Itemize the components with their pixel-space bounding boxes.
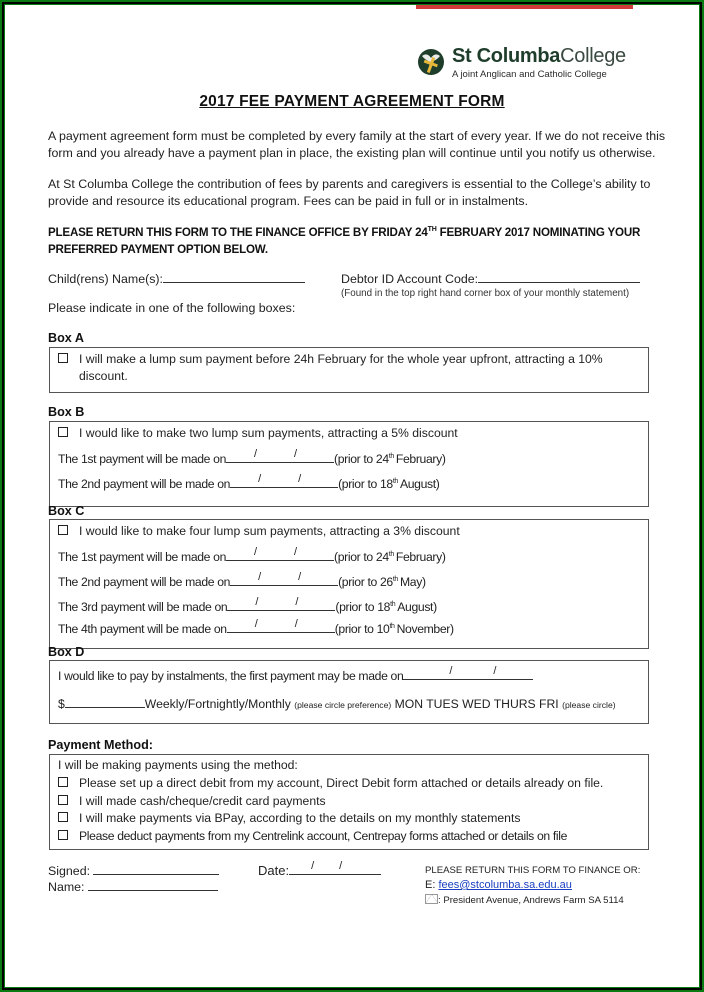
box-b-payment-1 [58,450,446,466]
payment-method-heading: Payment Method: [48,738,153,752]
day-options[interactable]: MON TUES WED THURS FRI [394,697,559,711]
centrelink-checkbox[interactable] [58,830,68,840]
date-label: Date: [258,863,290,878]
form-page [5,5,699,987]
college-name-bold: St Columba [452,45,561,67]
debtor-id-field [341,270,640,286]
prior-to-day: 24 [375,452,389,466]
date-input[interactable]: / / [289,862,381,875]
prior-to-text: (prior to [338,477,380,491]
prior-to-text: (prior to [334,452,376,466]
box-b-payment-2 [58,475,440,491]
box-c-option-text: I would like to make four lump sum payments, attracting a 3% discount [79,524,460,538]
name-label: Name: [48,880,85,894]
intro-paragraph-1: A payment agreement form must be completed by every family at the start of every year. If we do not receive this form and you already have a payment plan in place, the existing plan will continue until you notify us otherwise. [48,129,666,160]
box-c-checkbox[interactable] [58,525,68,535]
payment-method-intro: I will be making payments using the method: [58,758,298,772]
payment-label: The 1st payment will be made on [58,550,226,564]
payment-date-input[interactable]: / / [226,548,334,561]
prior-to-month: November) [396,622,454,636]
frequency-options[interactable]: Weekly/Fortnightly/Monthly [144,697,291,711]
prior-to-day: 10 [376,622,390,636]
payment-label: The 3rd payment will be made on [58,600,228,614]
days-note: (please circle) [562,700,616,710]
box-b-heading: Box B [48,405,85,419]
prior-to-day: 18 [379,477,393,491]
prior-to-sup: th [392,477,398,485]
prior-to-day: 18 [377,600,391,614]
option-label: Please set up a direct debit from my account, Direct Debit form attached or details already on file. [79,776,604,790]
box-d [49,660,649,724]
payment-label: The 1st payment will be made on [58,452,226,466]
prior-to-month: August) [399,477,440,491]
college-logo [417,45,647,85]
box-c-payment-2 [58,573,426,589]
payment-date-input[interactable]: / / [226,450,334,463]
prior-to-day: 24 [375,550,389,564]
option-label: Please deduct payments from my Centrelink account, Centrepay forms attached or details on file [79,829,568,843]
frequency-note: (please circle preference) [294,700,392,710]
notice-text: PLEASE RETURN THIS FORM TO THE FINANCE OFFICE BY FRIDAY 24 [48,226,428,239]
box-b-option-text: I would like to make two lump sum payments, attracting a 5% discount [79,426,458,440]
email-prefix: E: [425,879,439,891]
box-a-checkbox[interactable] [58,353,68,363]
instalment-date-input[interactable]: / / [403,667,533,680]
payment-date-input[interactable]: / / [230,475,338,488]
box-d-heading: Box D [48,645,85,659]
box-a-heading: Box A [48,331,84,345]
prior-to-text: (prior to [338,575,380,589]
box-d-amount-row [58,695,616,711]
box-b-checkbox[interactable] [58,427,68,437]
college-name [452,45,626,68]
box-c [49,519,649,649]
address-text: : President Avenue, Andrews Farm SA 5114 [438,895,624,906]
box-c-option [58,524,460,538]
prior-to-text: (prior to [334,550,376,564]
prior-to-month: May) [399,575,426,589]
box-c-payment-4 [58,620,454,636]
prior-to-month: February) [395,452,446,466]
return-notice [48,224,668,258]
box-instruction: Please indicate in one of the following boxes: [48,301,296,315]
children-name-label: Child(rens) Name(s): [48,272,163,286]
box-c-heading: Box C [48,504,85,518]
debtor-id-input[interactable] [478,270,640,283]
prior-to-sup: th [390,600,396,608]
payment-date-input[interactable]: / / [230,573,338,586]
direct-debit-checkbox[interactable] [58,777,68,787]
college-tagline: A joint Anglican and Catholic College [452,69,607,80]
payment-method-box [49,754,649,850]
form-title: 2017 FEE PAYMENT AGREEMENT FORM [199,93,505,110]
accent-red-bar [416,5,633,9]
email-row [425,879,572,891]
currency-symbol: $ [58,697,65,711]
debtor-id-note: (Found in the top right hand corner box of your monthly statement) [341,288,630,299]
prior-to-text: (prior to [334,622,377,636]
debtor-id-label: Debtor ID Account Code: [341,272,479,286]
envelope-icon [425,894,438,904]
box-b-option [58,426,458,440]
address-row [425,894,624,906]
intro-paragraph-2: At St Columba College the contribution of fees by parents and caregivers is essential to the College’s ability to provide and resource its educational program. Fees can be paid in full or in instalments. [48,177,651,208]
signed-input[interactable] [93,862,219,875]
prior-to-sup: th [392,575,398,583]
college-crest-icon [417,48,445,76]
payment-method-option [58,829,567,843]
cash-cheque-card-checkbox[interactable] [58,795,68,805]
children-name-field [48,270,305,286]
return-heading: PLEASE RETURN THIS FORM TO FINANCE OR: [425,865,641,876]
option-label: I will make payments via BPay, according to the details on my monthly statements [79,811,521,825]
prior-to-text: (prior to [335,600,378,614]
prior-to-month: August) [397,600,437,614]
prior-to-sup: th [388,452,394,460]
children-name-input[interactable] [163,270,305,283]
signed-field [48,862,219,878]
date-field [258,862,381,878]
box-b [49,421,649,507]
email-link[interactable]: fees@stcolumba.sa.edu.au [438,879,572,891]
payment-date-input[interactable]: / / [227,620,335,633]
college-name-light: College [560,45,626,67]
prior-to-sup: th [388,550,394,558]
notice-text-end: FEBRUARY 2017 NOMINATING YOUR PREFERRED PAYMENT OPTION BELOW. [48,226,641,256]
signed-label: Signed: [48,864,91,878]
prior-to-day: 26 [379,575,393,589]
box-a-option [58,352,603,366]
prior-to-month: February) [395,550,446,564]
box-a-option-line-2: discount. [79,369,128,383]
name-field [48,878,218,894]
name-input[interactable] [88,878,218,891]
bpay-checkbox[interactable] [58,812,68,822]
prior-to-sup: th [389,622,395,630]
box-a-option-text: I will make a lump sum payment before 24h February for the whole year upfront, attracting a 10% [79,352,603,366]
box-c-payment-3 [58,598,437,614]
payment-label: The 2nd payment will be made on [58,477,231,491]
option-label: I will made cash/cheque/credit card payments [79,794,326,808]
payment-date-input[interactable]: / / [227,598,335,611]
payment-label: The 2nd payment will be made on [58,575,231,589]
box-d-instalment-row [58,667,533,683]
notice-sup: TH [427,226,437,234]
payment-method-option [58,811,520,825]
box-c-payment-1 [58,548,446,564]
payment-method-option [58,776,603,790]
instalment-label: I would like to pay by instalments, the first payment may be made on [58,669,404,683]
instalment-amount-input[interactable] [65,695,145,708]
payment-label: The 4th payment will be made on [58,622,227,636]
payment-method-option [58,794,326,808]
box-a [49,347,649,393]
